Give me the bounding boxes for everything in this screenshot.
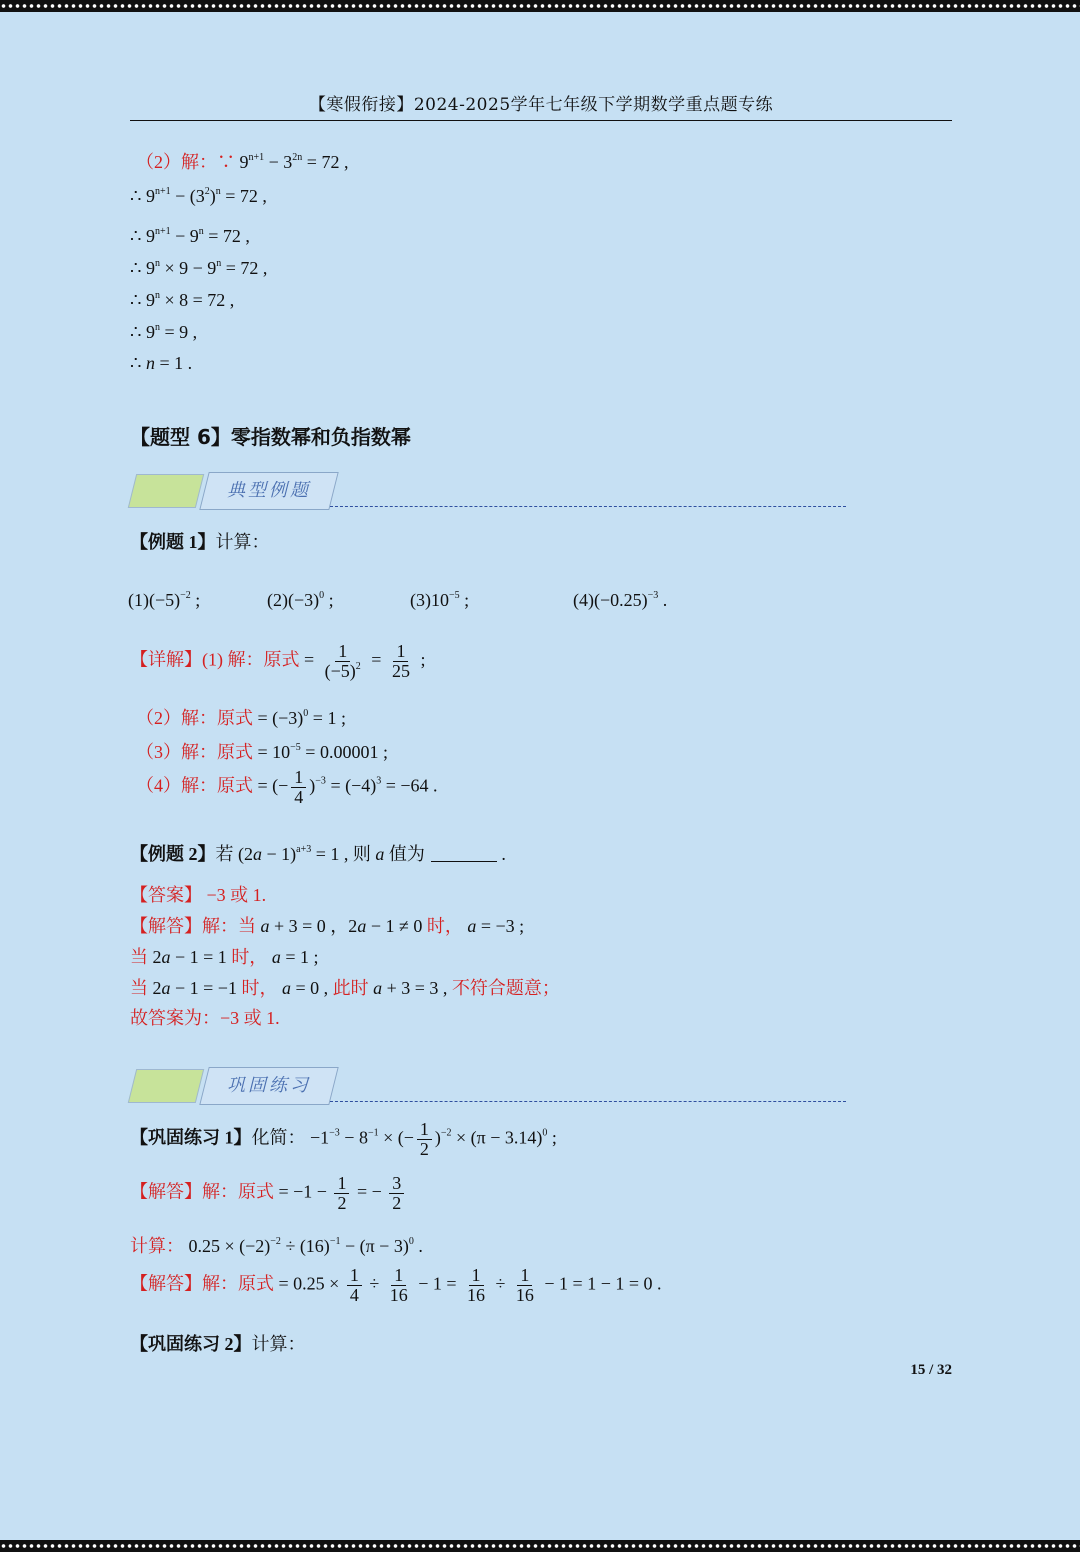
banner-green-block	[128, 1069, 204, 1103]
practice-1-solution: 【解答】解：原式 = −1 − $\frac{1}{2}$ = − $\frac{3}{2}$	[130, 1174, 407, 1213]
banner-label: 巩固练习	[227, 1075, 311, 1096]
ex1-item-3: $(3)10^{-5}$ ;	[410, 590, 470, 610]
ex1-item-4: $(4)(-0.25)^{-3}$ .	[573, 590, 668, 610]
banner-label-box	[199, 472, 338, 510]
banner-label-box	[199, 1067, 338, 1105]
ex2-solution-1: 【解答】解：当 a + 3 = 0 ，2a − 1 ≠ 0 时， a = −3 ;	[130, 916, 525, 936]
prev-line-2: ∴ $9^{n+1} - (3^2)^n = 72$ ,	[130, 186, 267, 206]
because-symbol: ∵	[217, 152, 235, 172]
ex2-solution-3: 当 2a − 1 = −1 时， a = 0 , 此时 a + 3 = 3 , 不符合题意；	[130, 978, 560, 998]
banner-green-block	[128, 474, 204, 508]
banner-label: 典型例题	[227, 480, 311, 501]
example-1-title: 【例题 1】计算：	[130, 532, 270, 552]
practice-1-calc: 计算： $0.25 \times (-2)^{-2} \div (16)^{-1} - (\pi - 3)^0$ .	[130, 1236, 423, 1256]
header-rule	[130, 120, 952, 121]
prev-line-3: ∴ $9^{n+1} - 9^n = 72$ ,	[130, 226, 250, 246]
ex1-item-2: $(2)(-3)^0$ ;	[267, 590, 334, 610]
prev-line-4: ∴ $9^n \times 9 - 9^n = 72$ ,	[130, 258, 268, 278]
banner-typical-examples	[132, 472, 848, 512]
example-2-title: 【例题 2】若 $(2a - 1)^{a+3} = 1$ , 则 a 值为 .	[130, 844, 506, 864]
ex2-answer: 【答案】 −3 或 1.	[130, 885, 267, 905]
ex1-solution-2: （2）解：原式 = $(-3)^0 = 1$ ;	[136, 708, 346, 728]
ex1-solution-1: 【详解】(1) 解：原式 = $\frac{1}{(-5)^2}$ = $\frac{1}{25}$ ;	[130, 641, 426, 681]
page-header: 【寒假衔接】2024-2025学年七年级下学期数学重点题专练	[308, 95, 774, 115]
section-heading: 【题型 6】零指数幂和负指数幂	[130, 425, 411, 449]
page-number: 15 / 32	[910, 1362, 952, 1378]
practice-1-calc-solution: 【解答】解：原式 = 0.25 × $\frac{1}{4}$ ÷ $\frac{1}{16}$ − 1 = $\frac{1}{16}$ ÷ $\frac{1}{16}$ − 1 = 1 − 1 = 0 .	[130, 1265, 662, 1305]
ex2-final: 故答案为：−3 或 1.	[130, 1008, 280, 1028]
prev-label: （2）解：	[136, 152, 217, 172]
practice-2-title: 【巩固练习 2】计算：	[130, 1334, 306, 1354]
banner-dashed-line	[330, 1101, 846, 1102]
prev-line-5: ∴ $9^n \times 8 = 72$ ,	[130, 290, 235, 310]
banner-practice	[132, 1067, 848, 1107]
ex1-item-1: $(1)(-5)^{-2}$ ;	[128, 590, 201, 610]
prev-line-6: ∴ $9^n = 9$ ,	[130, 322, 198, 342]
ex1-solution-3: （3）解：原式 = $10^{-5} = 0.00001$ ;	[136, 742, 388, 762]
ex2-solution-2: 当 2a − 1 = 1 时， a = 1 ;	[130, 947, 319, 967]
prev-line-1: （2）解：∵ $9^{n+1} - 3^{2n} = 72$ ,	[136, 152, 349, 172]
prev-line-7: ∴ n = 1 .	[130, 353, 193, 373]
answer-blank	[431, 860, 497, 862]
ex1-solution-4: （4）解：原式 = (− $\frac{1}{4}$ )$^{-3} = (-4)^3 = -64$ .	[136, 767, 438, 807]
banner-dashed-line	[330, 506, 846, 507]
practice-1-title: 【巩固练习 1】化简： $-1^{-3} - 8^{-1}$ × (− $\frac{1}{2}$ )$^{-2} \times (\pi - 3.14)^0$ ;	[130, 1119, 557, 1159]
